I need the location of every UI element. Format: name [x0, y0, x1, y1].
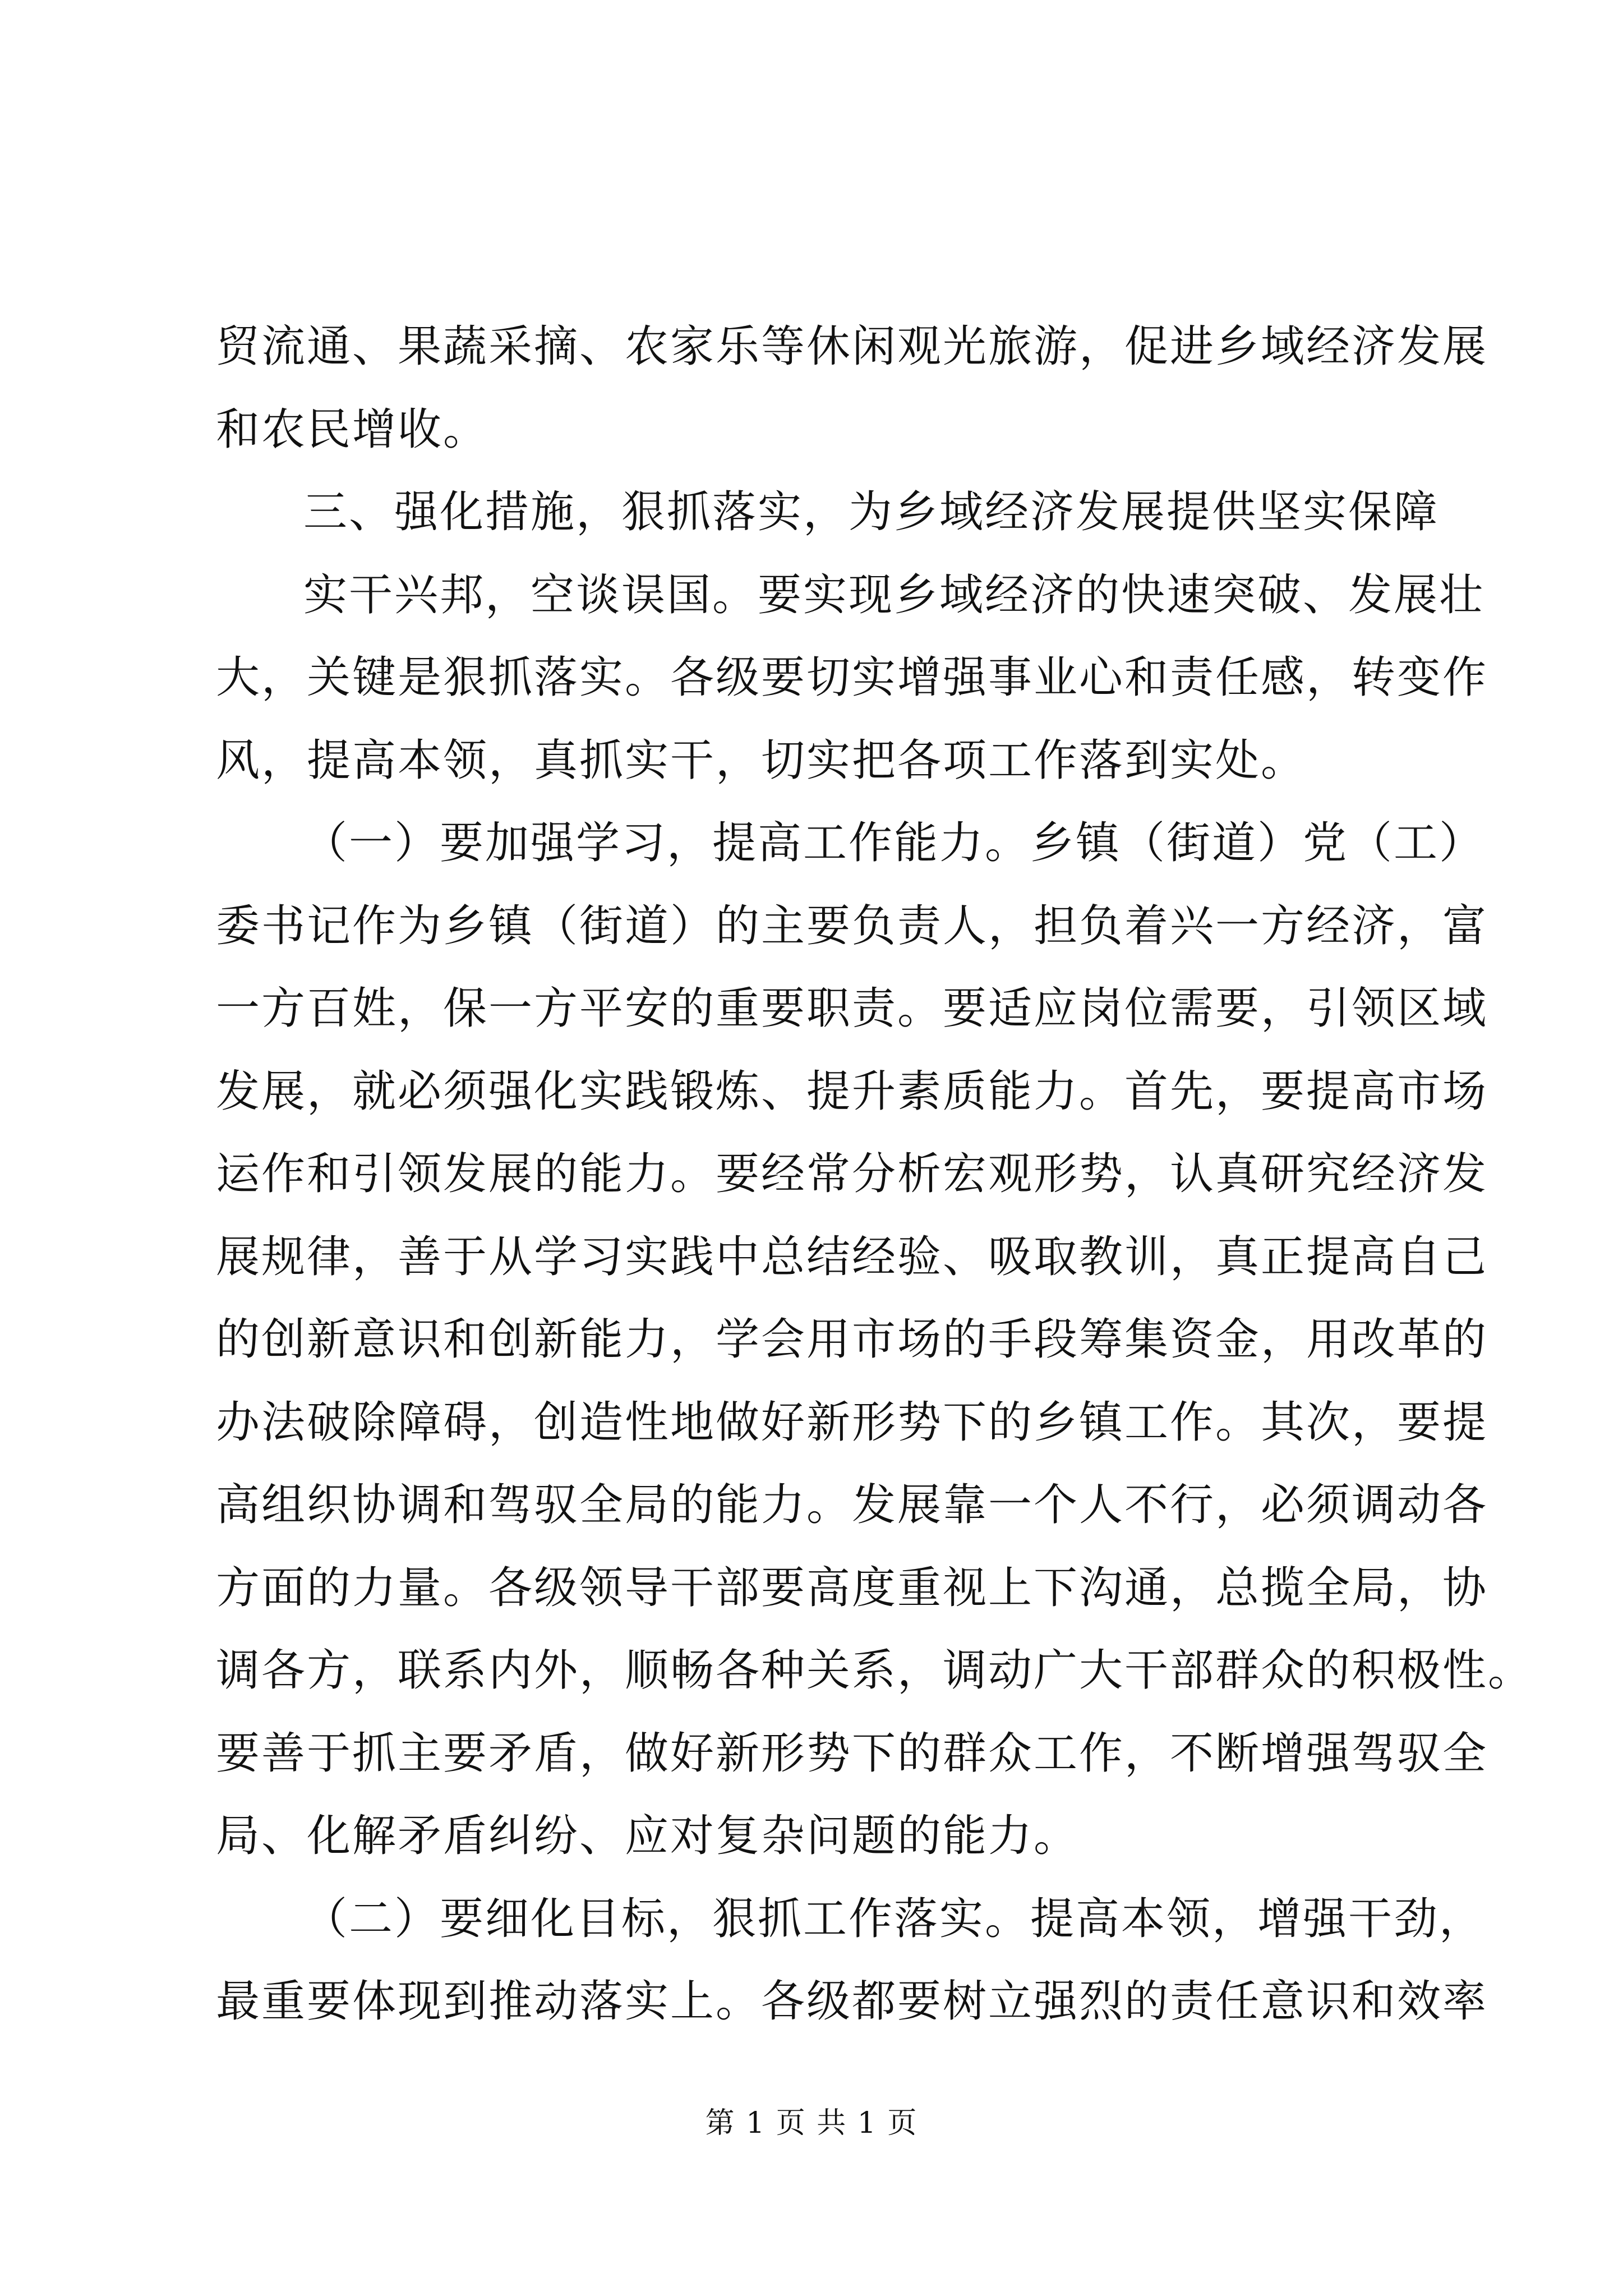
body-line: 委书记作为乡镇（街道）的主要负责人，担负着兴一方经济，富	[216, 900, 1488, 951]
body-line: 运作和引领发展的能力。要经常分析宏观形势，认真研究经济发	[216, 1149, 1488, 1199]
body-line: 的创新意识和创新能力，学会用市场的手段筹集资金，用改革的	[216, 1314, 1488, 1365]
body-line: 一方百姓，保一方平安的重要职责。要适应岗位需要，引领区域	[216, 983, 1488, 1034]
page-footer: 第 1 页 共 1 页	[705, 2106, 918, 2140]
body-line: 发展，就必须强化实践锻炼、提升素质能力。首先，要提高市场	[216, 1066, 1488, 1117]
body-line: 最重要体现到推动落实上。各级都要树立强烈的责任意识和效率	[216, 1976, 1488, 2027]
body-line: （二）要细化目标，狠抓工作落实。提高本领，增强干劲，	[303, 1893, 1485, 1944]
body-line: 展规律，善于从学习实践中总结经验、吸取教训，真正提高自己	[216, 1231, 1488, 1282]
body-line: 三、强化措施，狠抓落实，为乡域经济发展提供坚实保障	[303, 487, 1440, 537]
body-line: 方面的力量。各级领导干部要高度重视上下沟通，总揽全局，协	[216, 1562, 1488, 1613]
body-line: 高组织协调和驾驭全局的能力。发展靠一个人不行，必须调动各	[216, 1480, 1488, 1530]
body-line: 办法破除障碍，创造性地做好新形势下的乡镇工作。其次，要提	[216, 1397, 1488, 1448]
body-line: 局、化解矛盾纠纷、应对复杂问题的能力。	[216, 1811, 1080, 1861]
body-line: （一）要加强学习，提高工作能力。乡镇（街道）党（工）	[303, 818, 1485, 868]
document-body	[216, 306, 1534, 2044]
body-line: 贸流通、果蔬采摘、农家乐等休闲观光旅游，促进乡域经济发展	[216, 321, 1488, 372]
body-line: 实干兴邦，空谈误国。要实现乡域经济的快速突破、发展壮	[303, 569, 1485, 620]
body-line: 和农民增收。	[216, 404, 489, 455]
body-line: 要善于抓主要矛盾，做好新形势下的群众工作，不断增强驾驭全	[216, 1728, 1488, 1779]
body-line: 大，关键是狠抓落实。各级要切实增强事业心和责任感，转变作	[216, 652, 1488, 703]
body-line: 调各方，联系内外，顺畅各种关系，调动广大干部群众的积极性。	[216, 1645, 1534, 1696]
body-line: 风，提高本领，真抓实干，切实把各项工作落到实处。	[216, 735, 1307, 786]
